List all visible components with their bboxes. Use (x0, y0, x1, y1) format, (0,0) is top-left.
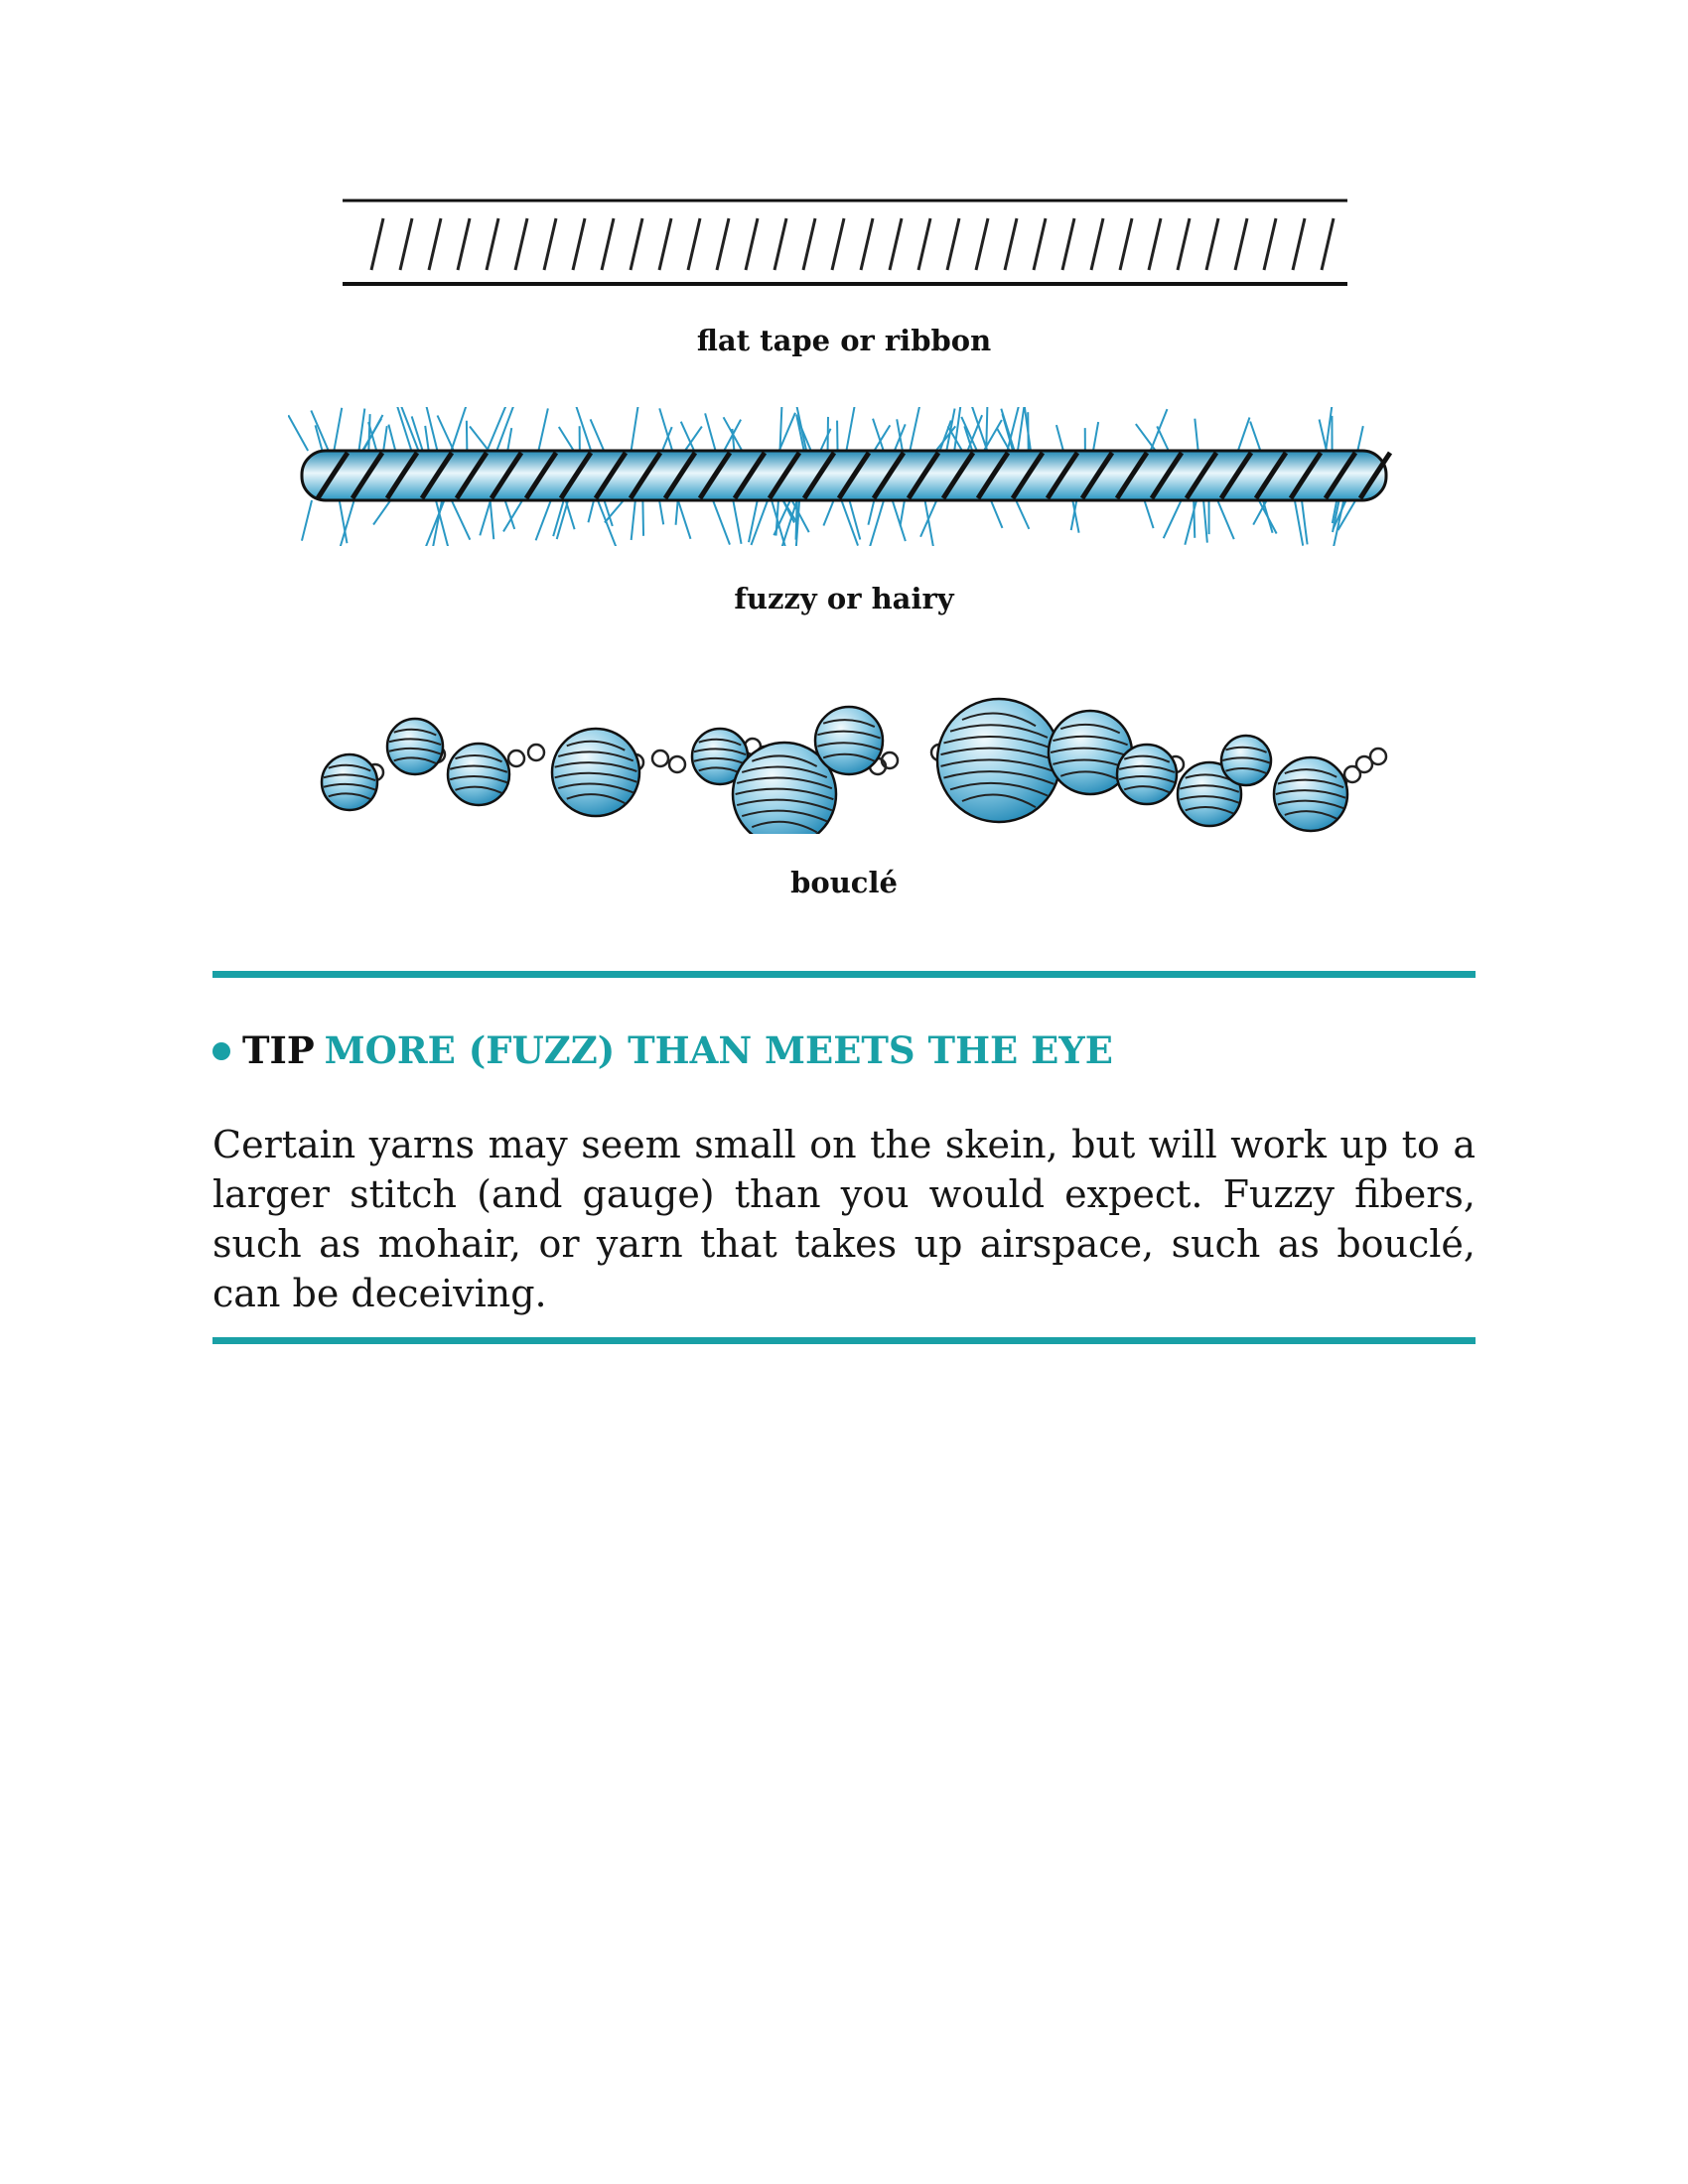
tip-bottom-rule (212, 1337, 1476, 1344)
tip-title: MORE (FUZZ) THAN MEETS THE EYE (324, 1028, 1113, 1072)
tip-heading (212, 1028, 1113, 1072)
caption-boucle: bouclé (790, 866, 898, 899)
caption-fuzzy: fuzzy or hairy (734, 582, 954, 615)
fuzzy-yarn-illustration (288, 407, 1400, 546)
tip-top-rule (212, 971, 1476, 978)
bullet-icon (212, 1042, 230, 1060)
flat-tape-illustration (288, 189, 1400, 298)
tip-body: Certain yarns may seem small on the skein, but will work up to a larger stitch (and gauge) than you would expect. Fuzzy fibers, such as mohair, or yarn that takes up airspace, such as bouclé, can be deceiving. (212, 1123, 1476, 1315)
tip-label: TIP (242, 1028, 315, 1072)
boucle-yarn-illustration (288, 655, 1400, 834)
caption-flat-tape: flat tape or ribbon (696, 324, 992, 357)
